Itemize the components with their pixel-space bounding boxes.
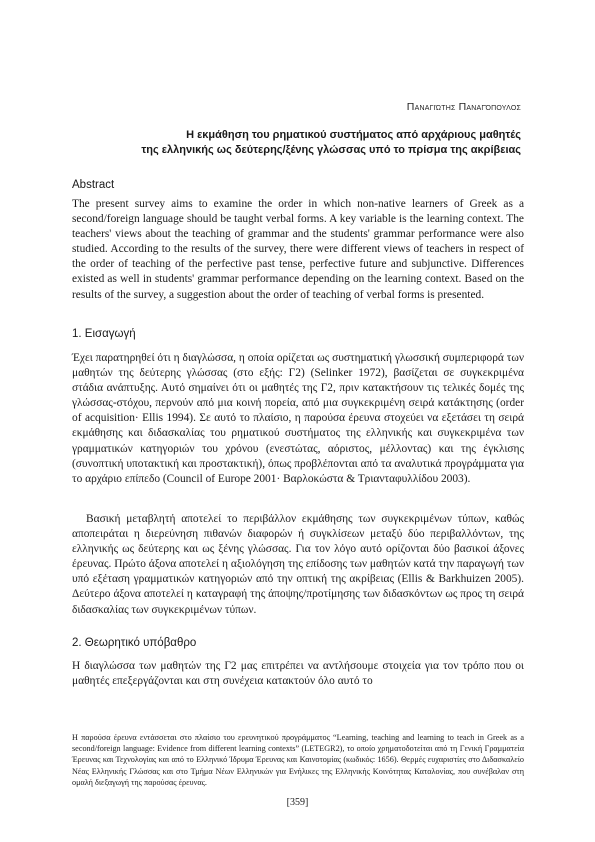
paper-title-line-2: της ελληνικής ως δεύτερης/ξένης γλώσσας υπό το πρίσμα της ακρίβειας xyxy=(141,144,521,156)
section-1-paragraph-1: Έχει παρατηρηθεί ότι η διαγλώσσα, η οποία ορίζεται ως συστηματική γλωσσική συμπεριφορά των μαθητών της δεύτερης γλώσσας (στο εξής: Γ2) (Selinker 1972), βασίζεται σε συγκεκριμένα στάδια ανάπτυξης. Αυτό σημαίνει ότι οι μαθητές της Γ2, πριν κατακτήσουν τις τελικές δομές της γλώσσας-στόχου, περνούν από μια κοινή πορεία, από μια συγκεκριμένη σειρά κατάκτησης (order of acquisition· Ellis 1994). Σε αυτό το πλαίσιο, η παρούσα έρευνα στοχεύει να εξετάσει τη σειρά εκμάθησης και διδασκαλίας του ρηματικού συστήματος της ελληνικής και συγκεκριμένα των γραμματικών κατηγοριών του χρόνου (ενεστώτας, αόριστος, μέλλοντας) και της έγκλισης (συνοπτική υποτακτική και προστακτική), όπως προβλέπονται από τα αναλυτικά προγράμματα για το αρχάριο επίπεδο (Council of Europe 2001· Βαρλοκώστα & Τριανταφυλλίδου 2003). xyxy=(72,352,524,485)
section-2-heading: 2. Θεωρητικό υπόβαθρο xyxy=(72,637,197,649)
author-name: Παναγιώτης Παναγόπουλος xyxy=(406,101,521,113)
abstract-heading: Abstract xyxy=(72,179,115,191)
paper-title-line-1: Η εκμάθηση του ρηματικού συστήματος από αρχάριους μαθητές xyxy=(186,129,521,141)
paper-title xyxy=(61,128,521,158)
section-2-paragraph-1: Η διαγλώσσα των μαθητών της Γ2 μας επιτρέπει να αντλήσουμε στοιχεία για τον τρόπο που οι μαθητές επεξεργάζονται και στη συνέχεια κατακτούν όλο αυτό το xyxy=(72,660,524,688)
section-1-paragraph-2: Βασική μεταβλητή αποτελεί το περιβάλλον εκμάθησης των συγκεκριμένων τύπων, καθώς αποπειράται η διερεύνηση πιθανών διαφορών ή συγκλίσεων μεταξύ δύο περιβαλλόντων, της ελληνικής ως δεύτερης και ως ξένης γλώσσας. Για τον λόγο αυτό ορίζονται δύο βασικοί άξονες έρευνας. Πρώτο άξονα αποτελεί η αξιολόγηση της επίδοσης των μαθητών κατά την παραγωγή των υπό εξέταση γραμματικών κατηγοριών από την οπτική της ακρίβειας (Ellis & Barkhuizen 2005). Δεύτερο άξονα αποτελεί η καταγραφή της άποψης/προτίμησης των διδασκόντων ως προς τη σειρά διδασκαλίας των συγκεκριμένων τύπων. xyxy=(72,513,524,616)
abstract-text: The present survey aims to examine the order in which non-native learners of Greek as a second/foreign language should be taught verbal forms. A key variable is the learning context. The teachers' views about the teaching of grammar and the students' grammar performance were also studied. According to the results of the survey, there were different views of teachers in respect of the order of teaching of the perfective past tense, perfective future and subjunctive. Differences existed as well in students' grammar performance depending on the learning context. Based on the results of the survey, a suggestion about the order of teaching of verbal forms is presented. xyxy=(72,198,524,301)
page-number: [359] xyxy=(286,797,309,808)
section-1-heading: 1. Εισαγωγή xyxy=(72,328,136,340)
footnote: Η παρούσα έρευνα εντάσσεται στο πλαίσιο του ερευνητικού προγράμματος “Learning, teaching and learning to teach in Greek as a second/foreign language: Evidence from different learning contexts” (LETEGR2), το οποίο χρηματοδοτείται από τη Γενική Γραμματεία Έρευνας και Τεχνολογίας και από το Ελληνικό Ίδρυμα Έρευνας και Καινοτομίας (κωδικός: 1656). Θερμές ευχαριστίες στο Διδασκαλείο Νέας Ελληνικής Γλώσσας και στο Τμήμα Νέων Ελληνικών για Ενήλικες της Ελληνικής Κοινότητας Καταλονίας, που συνέβαλαν στη ομαλή διεξαγωγή της παρούσας έρευνας. xyxy=(72,733,524,787)
